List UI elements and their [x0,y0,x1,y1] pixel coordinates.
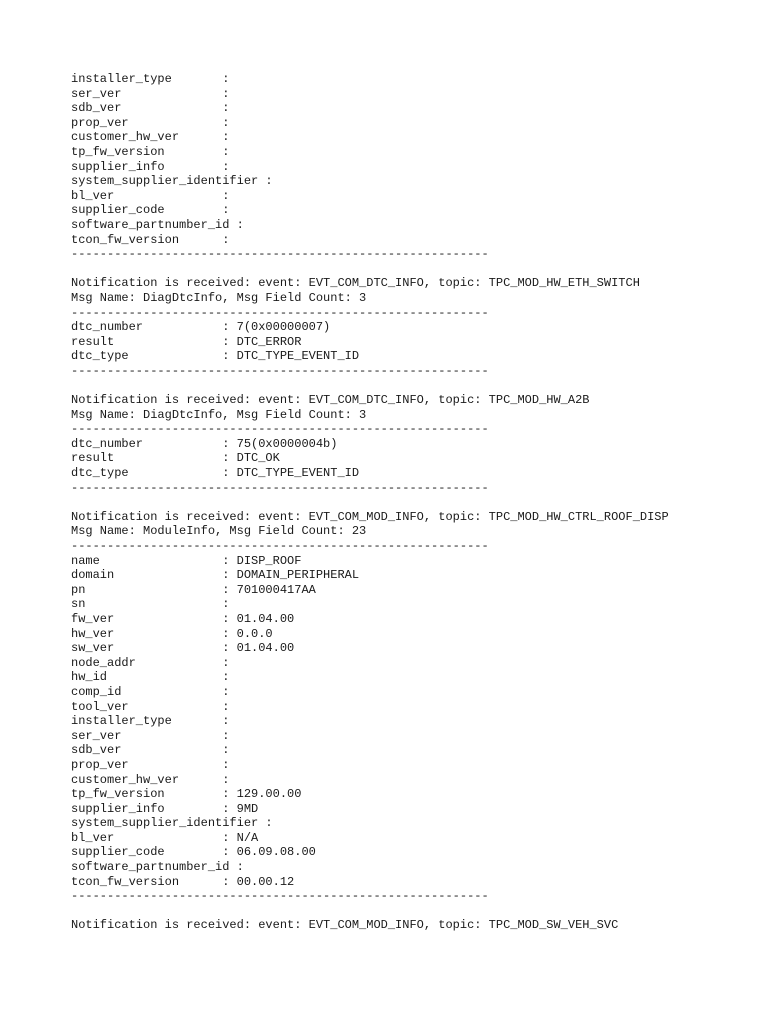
field-line: name : DISP_ROOF [71,553,302,568]
field-line: prop_ver : [71,115,230,130]
field-line: system_supplier_identifier : [71,816,273,831]
field-line: supplier_info : 9MD [71,801,259,816]
blank-line [71,904,751,919]
msg-name-line: Msg Name: ModuleInfo, Msg Field Count: 23 [71,524,367,539]
separator-line: ---------------------------------------------------------- [71,247,489,262]
separator-line: ---------------------------------------------------------- [71,422,489,437]
separator-line: ---------------------------------------------------------- [71,363,489,378]
field-line: supplier_code : [71,203,230,218]
field-line: installer_type : [71,714,230,729]
field-line: tcon_fw_version : 00.00.12 [71,874,295,889]
field-line: dtc_number : 7(0x00000007) [71,320,331,335]
field-line: dtc_type : DTC_TYPE_EVENT_ID [71,466,360,481]
log-output [71,72,751,933]
field-line: hw_id : [71,670,230,685]
separator-line: ---------------------------------------------------------- [71,539,489,553]
field-line: ser_ver : [71,86,230,101]
field-line: supplier_code : 06.09.08.00 [71,845,316,860]
field-line: ser_ver : [71,728,230,743]
notification-header: Notification is received: event: EVT_COM_MOD_INFO, topic: TPC_MOD_SW_VEH_SVC [71,918,619,933]
field-line: bl_ver : N/A [71,830,259,845]
notification-header: Notification is received: event: EVT_COM_DTC_INFO, topic: TPC_MOD_HW_ETH_SWITCH [71,276,640,291]
field-line: software_partnumber_id : [71,860,244,875]
field-line: customer_hw_ver : [71,130,230,145]
field-line: customer_hw_ver : [71,772,230,787]
field-line: sdb_ver : [71,743,230,758]
notification-header: Notification is received: event: EVT_COM_DTC_INFO, topic: TPC_MOD_HW_A2B [71,393,590,408]
field-line: bl_ver : [71,188,230,203]
field-line: tp_fw_version : [71,144,230,159]
field-line: tool_ver : [71,699,230,714]
field-line: pn : 701000417AA [71,582,316,597]
field-line: tp_fw_version : 129.00.00 [71,787,302,802]
field-line: node_addr : [71,655,230,670]
field-line: domain : DOMAIN_PERIPHERAL [71,568,360,583]
field-line: system_supplier_identifier : [71,174,273,189]
field-line: result : DTC_OK [71,451,280,466]
field-line: sn : [71,597,230,612]
field-line: prop_ver : [71,757,230,772]
field-line: sdb_ver : [71,101,230,116]
separator-line: ---------------------------------------------------------- [71,889,489,904]
field-line: tcon_fw_version : [71,232,230,247]
separator-line: ---------------------------------------------------------- [71,305,489,320]
field-line: installer_type : [71,72,230,86]
field-line: supplier_info : [71,159,230,174]
field-line: software_partnumber_id : [71,217,244,232]
field-line: dtc_number : 75(0x0000004b) [71,436,338,451]
field-line: hw_ver : 0.0.0 [71,626,273,641]
field-line: comp_id : [71,684,230,699]
blank-line [71,262,751,277]
field-line: result : DTC_ERROR [71,334,302,349]
blank-line [71,495,751,510]
field-line: dtc_type : DTC_TYPE_EVENT_ID [71,349,360,364]
notification-header: Notification is received: event: EVT_COM_MOD_INFO, topic: TPC_MOD_HW_CTRL_ROOF_DISP [71,509,669,524]
msg-name-line: Msg Name: DiagDtcInfo, Msg Field Count: 3 [71,290,367,305]
field-line: sw_ver : 01.04.00 [71,641,295,656]
blank-line [71,378,751,393]
msg-name-line: Msg Name: DiagDtcInfo, Msg Field Count: 3 [71,407,367,422]
field-line: fw_ver : 01.04.00 [71,611,295,626]
separator-line: ---------------------------------------------------------- [71,480,489,495]
